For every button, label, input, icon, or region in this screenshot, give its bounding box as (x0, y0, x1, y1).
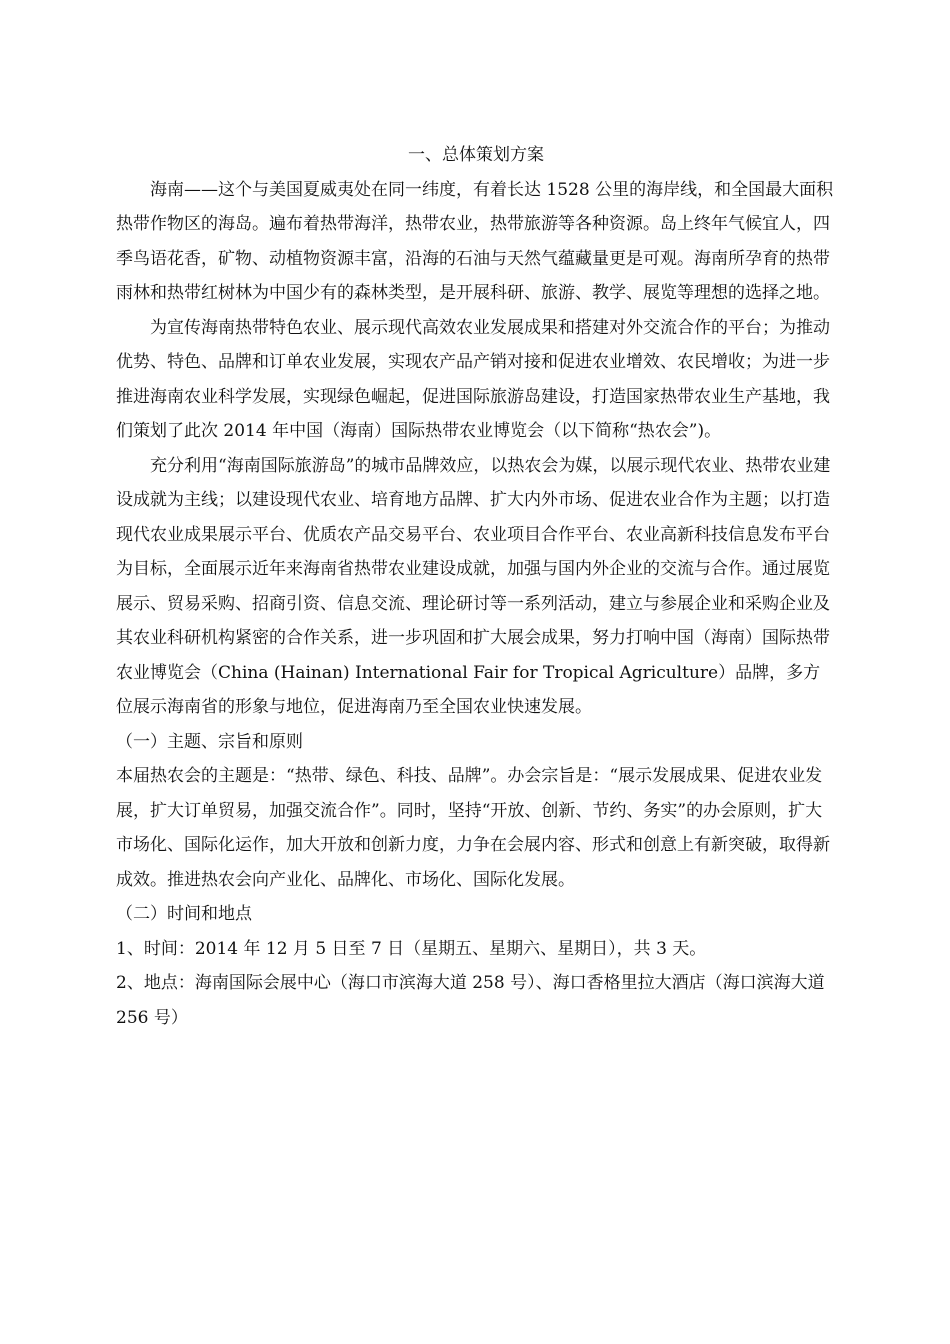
document-title: 一、总体策划方案 (408, 145, 544, 165)
list-item-place: 2、地点：海南国际会展中心（海口市滨海大道 258 号）、海口香格里拉大酒店（海口滨海大道 256 号） (116, 973, 825, 1028)
section-heading-time-place: （二）时间和地点 (116, 904, 252, 924)
paragraph-theme: 本届热农会的主题是：“热带、绿色、科技、品牌”。办会宗旨是：“展示发展成果、促进农业发展，扩大订单贸易，加强交流合作”。同时，坚持“开放、创新、节约、务实”的办会原则，扩大市场化、国际化运作，加大开放和创新力度，力争在会展内容、形式和创意上有新突破，取得新成效。推进热农会向产业化、品牌化、市场化、国际化发展。 (116, 766, 830, 890)
paragraph-intro: 海南——这个与美国夏威夷处在同一纬度，有着长达 1528 公里的海岸线，和全国最大面积热带作物区的海岛。遍布着热带海洋，热带农业，热带旅游等各种资源。岛上终年气候宜人，四季鸟语花香，矿物、动植物资源丰富，沿海的石油与天然气蕴藏量更是可观。海南所孕育的热带雨林和热带红树林为中国少有的森林类型，是开展科研、旅游、教学、展览等理想的选择之地。 (116, 179, 834, 303)
document-body (116, 138, 836, 1035)
paragraph-strategy: 充分利用“海南国际旅游岛”的城市品牌效应，以热农会为媒，以展示现代农业、热带农业建设成就为主线；以建设现代农业、培育地方品牌、扩大内外市场、促进农业合作为主题；以打造现代农业成果展示平台、优质农产品交易平台、农业项目合作平台、农业高新科技信息发布平台为目标，全面展示近年来海南省热带农业建设成就，加强与国内外企业的交流与合作。通过展览展示、贸易采购、招商引资、信息交流、理论研讨等一系列活动，建立与参展企业和采购企业及其农业科研机构紧密的合作关系，进一步巩固和扩大展会成果，努力打响中国（海南）国际热带农业博览会（China (Hainan) International Fair for Tropical Agriculture）品牌，多方位展示海南省的形象与地位，促进海南乃至全国农业快速发展。 (116, 455, 831, 717)
section-heading-theme: （一）主题、宗旨和原则 (116, 731, 303, 752)
paragraph-purpose: 为宣传海南热带特色农业、展示现代高效农业发展成果和搭建对外交流合作的平台；为推动优势、特色、品牌和订单农业发展，实现农产品产销对接和促进农业增效、农民增收；为进一步推进海南农业科学发展，实现绿色崛起，促进国际旅游岛建设，打造国家热带农业生产基地，我们策划了此次 2014 年中国（海南）国际热带农业博览会（以下简称“热农会”)。 (116, 317, 830, 441)
list-item-time: 1、时间：2014 年 12 月 5 日至 7 日（星期五、星期六、星期日），共 3 天。 (116, 938, 707, 959)
